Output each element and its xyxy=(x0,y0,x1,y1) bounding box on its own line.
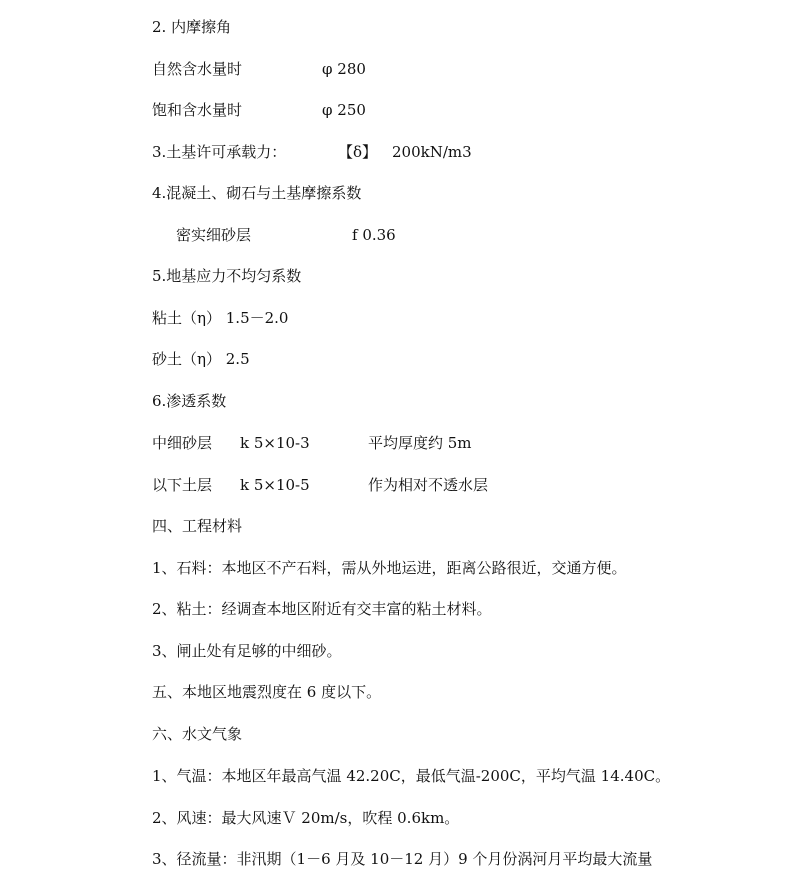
hydrology-item-runoff: 3、径流量：非汛期（1－6 月及 10－12 月）9 个月份涡河月平均最大流量 xyxy=(152,850,653,868)
saturated-moisture-label: 饱和含水量时 xyxy=(152,101,243,119)
permeability-row-2-note: 作为相对不透水层 xyxy=(368,476,489,494)
friction-angle-heading: 2. 内摩擦角 xyxy=(152,18,232,36)
permeability-row-1-value: k 5×10-3 xyxy=(240,434,310,452)
stress-heading: 5.地基应力不均匀系数 xyxy=(152,267,302,285)
materials-item-clay: 2、粘土：经调查本地区附近有交丰富的粘土材料。 xyxy=(152,600,492,618)
hydrology-heading: 六、水文气象 xyxy=(152,725,243,743)
seismic-section: 五、本地区地震烈度在 6 度以下。 xyxy=(152,683,382,701)
materials-item-sand: 3、闸止处有足够的中细砂。 xyxy=(152,642,342,660)
natural-moisture-value: φ 280 xyxy=(322,60,366,78)
permeability-heading: 6.渗透系数 xyxy=(152,392,227,410)
natural-moisture-label: 自然含水量时 xyxy=(152,60,243,78)
friction-coef-heading: 4.混凝土、砌石与土基摩擦系数 xyxy=(152,184,362,202)
permeability-row-1-note: 平均厚度约 5m xyxy=(368,434,472,452)
permeability-row-1-label: 中细砂层 xyxy=(152,434,213,452)
hydrology-item-temperature: 1、气温：本地区年最高气温 42.20C，最低气温-200C，平均气温 14.40C。 xyxy=(152,767,671,785)
permeability-row-2-label: 以下土层 xyxy=(152,476,213,494)
clay-stress-row: 粘土（η） 1.5－2.0 xyxy=(152,309,289,327)
hydrology-item-wind: 2、风速：最大风速Ｖ 20m/s，吹程 0.6km。 xyxy=(152,809,460,827)
dense-sand-value: f 0.36 xyxy=(352,226,396,244)
bearing-capacity-label: 3.土基许可承载力： xyxy=(152,143,287,161)
materials-item-stone: 1、石料：本地区不产石料，需从外地运进，距离公路很近，交通方便。 xyxy=(152,559,627,577)
permeability-row-2-value: k 5×10-5 xyxy=(240,476,310,494)
bearing-capacity-symbol: 【δ】 xyxy=(338,143,378,161)
bearing-capacity-value: 200kN/m3 xyxy=(392,143,472,161)
sand-stress-row: 砂土（η） 2.5 xyxy=(152,350,250,368)
dense-sand-label: 密实细砂层 xyxy=(176,226,252,244)
saturated-moisture-value: φ 250 xyxy=(322,101,366,119)
materials-heading: 四、工程材料 xyxy=(152,517,243,535)
